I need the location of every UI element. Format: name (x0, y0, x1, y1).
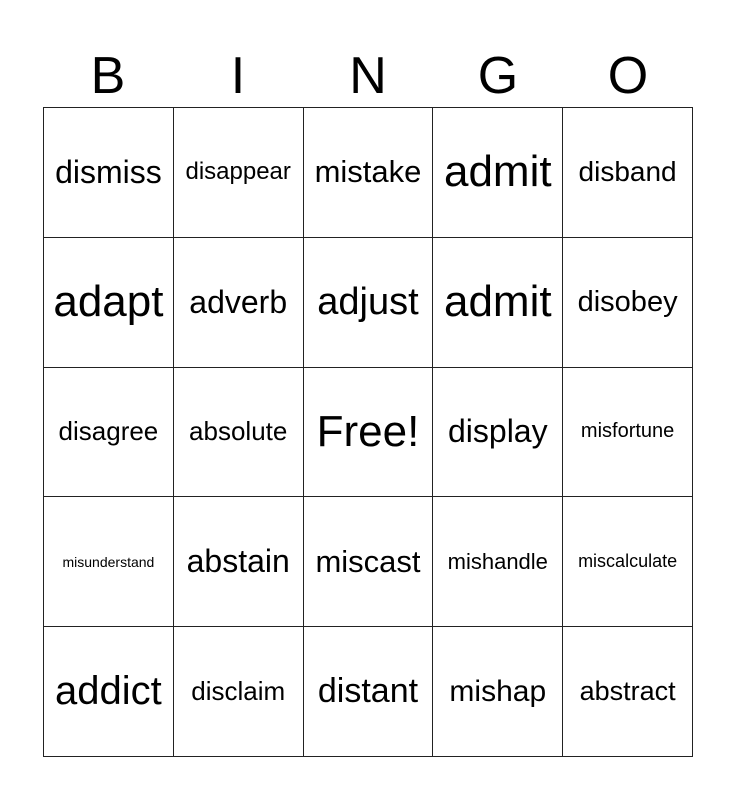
bingo-cell[interactable]: mishap (433, 627, 563, 757)
bingo-cell[interactable]: distant (304, 627, 434, 757)
bingo-cell[interactable]: disappear (174, 108, 304, 238)
bingo-cell[interactable]: misunderstand (44, 497, 174, 627)
bingo-cell[interactable]: adapt (44, 238, 174, 368)
bingo-cell[interactable]: disclaim (174, 627, 304, 757)
bingo-cell[interactable]: admit (433, 238, 563, 368)
header-letter-i: I (230, 47, 246, 105)
bingo-cell[interactable]: dismiss (44, 108, 174, 238)
bingo-cell[interactable]: miscast (304, 497, 434, 627)
bingo-cell[interactable]: abstract (563, 627, 693, 757)
header-letter-b: B (90, 47, 126, 105)
bingo-cell[interactable]: addict (44, 627, 174, 757)
header-letter-g: G (477, 47, 519, 105)
bingo-cell[interactable]: disobey (563, 238, 693, 368)
bingo-cell[interactable]: disagree (44, 368, 174, 498)
bingo-cell[interactable]: disband (563, 108, 693, 238)
bingo-cell[interactable]: display (433, 368, 563, 498)
header-letter-o: O (607, 47, 649, 105)
bingo-card-grid (43, 107, 693, 757)
header-letter-n: N (349, 47, 387, 105)
bingo-cell[interactable]: absolute (174, 368, 304, 498)
bingo-cell[interactable]: adverb (174, 238, 304, 368)
bingo-cell[interactable]: adjust (304, 238, 434, 368)
bingo-header (43, 44, 693, 108)
bingo-cell[interactable]: miscalculate (563, 497, 693, 627)
bingo-cell[interactable]: admit (433, 108, 563, 238)
bingo-cell[interactable]: misfortune (563, 368, 693, 498)
bingo-cell[interactable]: mistake (304, 108, 434, 238)
bingo-cell[interactable]: abstain (174, 497, 304, 627)
bingo-cell[interactable]: mishandle (433, 497, 563, 627)
free-space-cell[interactable]: Free! (304, 368, 434, 498)
